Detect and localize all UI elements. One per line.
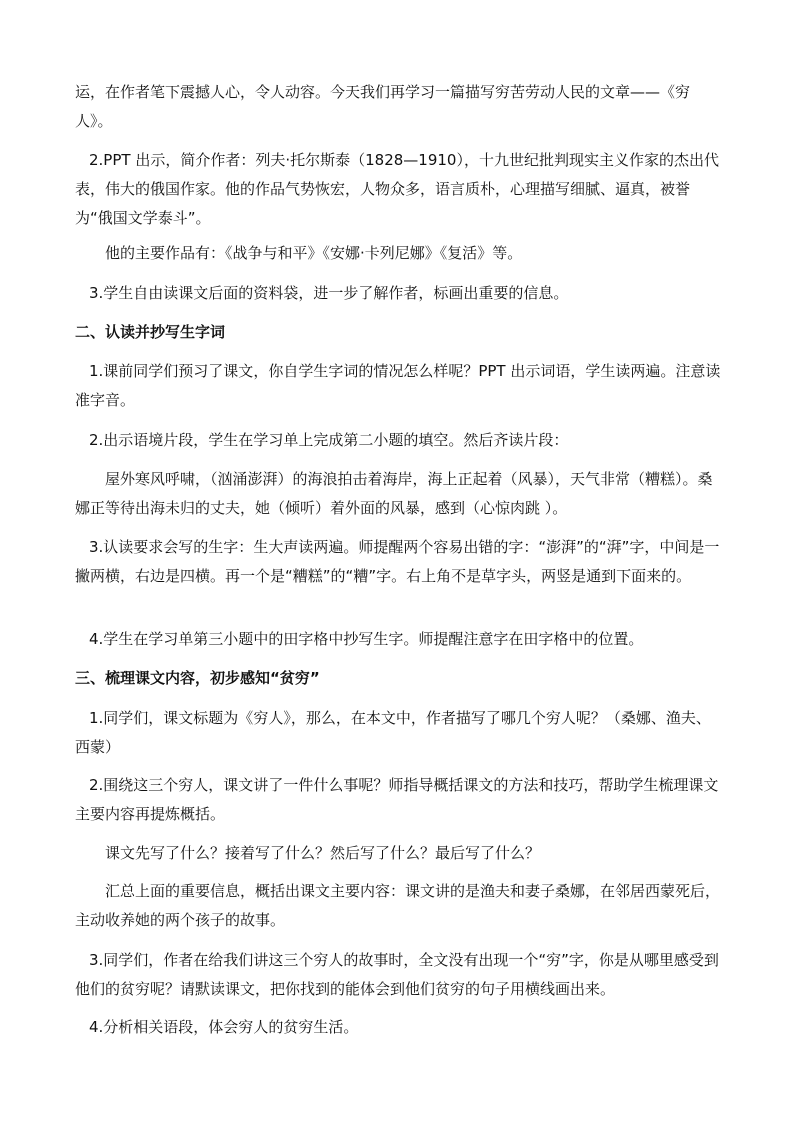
paragraph-major-works: 他的主要作品有：《战争与和平》《安娜·卡列尼娜》《复活》等。 — [105, 244, 523, 262]
paragraph-copy-characters: 4.学生在学习单第三小题中的田字格中抄写生字。师提醒注意字在田字格中的位置。 — [89, 630, 644, 648]
paragraph-intro-continuation: 运，在作者笔下震撼人心，令人动容。今天我们再学习一篇描写穷苦劳动人民的文章——《穷人》。 — [75, 83, 691, 130]
section-heading-vocabulary: 二、认读并抄写生字词 — [75, 323, 226, 341]
paragraph-context-fill: 2.出示语境片段，学生在学习单上完成第二小题的填空。然后齐读片段： — [89, 431, 569, 449]
paragraph-vocab-preview: 1.课前同学们预习了课文，你自学生字词的情况怎么样呢？PPT 出示词语，学生读两遍。注意读准字音。 — [75, 362, 721, 409]
paragraph-main-idea: 汇总上面的重要信息，概括出课文主要内容：课文讲的是渔夫和妻子桑娜，在邻居西蒙死后，主动收养她的两个孩子的故事。 — [75, 882, 721, 929]
paragraph-poor-people: 1.同学们，课文标题为《穷人》，那么，在本文中，作者描写了哪几个穷人呢？（桑娜、渔夫、西蒙） — [75, 709, 711, 756]
paragraph-story-summary: 2.围绕这三个穷人，课文讲了一件什么事呢？师指导概括课文的方法和技巧，帮助学生梳理课文主要内容再提炼概括。 — [75, 776, 719, 823]
paragraph-find-poverty: 3.同学们，作者在给我们讲这三个穷人的故事时，全文没有出现一个“穷”字，你是从哪里感受到他们的贫穷呢？请默读课文，把你找到的能体会到他们贫穷的句子用横线画出来。 — [75, 951, 719, 998]
paragraph-context-excerpt: 屋外寒风呼啸，（汹涌澎湃）的海浪拍击着海岸，海上正起着（风暴），天气非常（糟糕）。桑娜正等待出海未归的丈夫，她（倾听）着外面的风暴，感到（心惊肉跳 ）。 — [75, 470, 713, 517]
paragraph-read-materials: 3.学生自由读课文后面的资料袋，进一步了解作者，标画出重要的信息。 — [89, 284, 569, 302]
paragraph-analyze-passages: 4.分析相关语段，体会穷人的贫穷生活。 — [89, 1018, 359, 1036]
paragraph-author-intro: 2.PPT 出示，简介作者：列夫·托尔斯泰（1828—1910），十九世纪批判现实主义作家的杰出代表，伟大的俄国作家。他的作品气势恢宏，人物众多，语言质朴，心理描写细腻、逼真，被誉为“俄国文学泰斗”。 — [75, 151, 719, 227]
section-heading-content: 三、梳理课文内容，初步感知“贫穷” — [75, 669, 320, 687]
paragraph-structure-questions: 课文先写了什么？接着写了什么？然后写了什么？最后写了什么？ — [105, 844, 541, 862]
paragraph-write-characters: 3.认读要求会写的生字：生大声读两遍。师提醒两个容易出错的字：“澎湃”的“湃”字，中间是一撇两横，右边是四横。再一个是“糟糕”的“糟”字。右上角不是草字头，两竖是通到下面来的。 — [75, 538, 720, 585]
